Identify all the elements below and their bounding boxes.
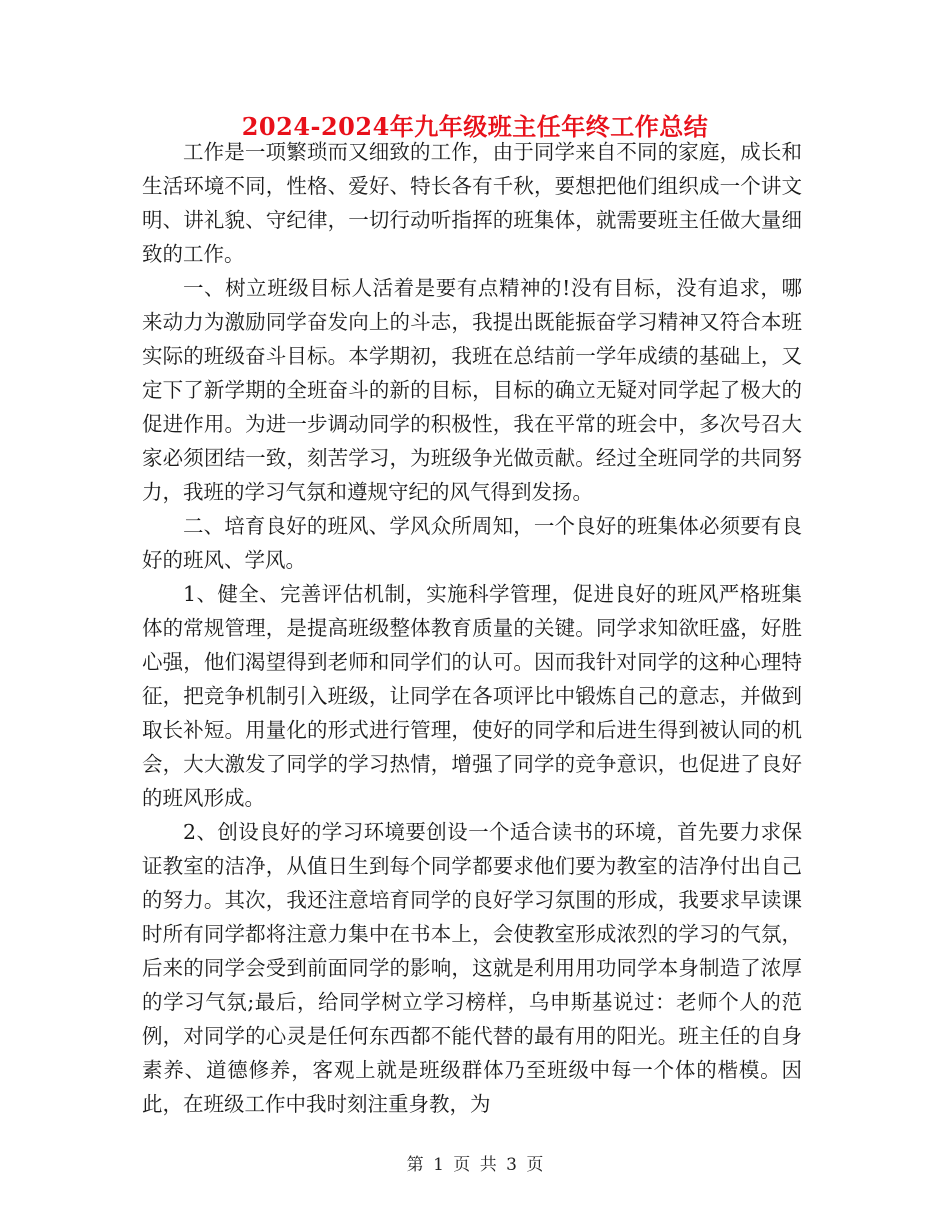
paragraph-intro: 工作是一项繁琐而又细致的工作，由于同学来自不同的家庭，成长和生活环境不同，性格、爱好、特长各有千秋，要想把他们组织成一个讲文明、讲礼貌、守纪律，一切行动听指挥的班集体，就需要班主任做大量细致的工作。	[142, 140, 802, 266]
paragraph-item-2: 2、创设良好的学习环境要创设一个适合读书的环境，首先要力求保证教室的洁净，从值日生到每个同学都要求他们要为教室的洁净付出自己的努力。其次，我还注意培育同学的良好学习氛围的形成，我要求早读课时所有同学都将注意力集中在书本上，会使教室形成浓烈的学习的气氛，后来的同学会受到前面同学的影响，这就是利用用功同学本身制造了浓厚的学习气氛;最后，给同学树立学习榜样，乌申斯基说过：老师个人的范例，对同学的心灵是任何东西都不能代替的最有用的阳光。班主任的自身素养、道德修养，客观上就是班级群体乃至班级中每一个体的楷模。因此，在班级工作中我时刻注重身教，为	[142, 820, 802, 1116]
document-title: 2024-2024年九年级班主任年终工作总结	[241, 112, 709, 141]
paragraph-item-1: 1、健全、完善评估机制，实施科学管理，促进良好的班风严格班集体的常规管理，是提高班级整体教育质量的关键。同学求知欲旺盛，好胜心强，他们渴望得到老师和同学们的认可。因而我针对同学的这种心理特征，把竞争机制引入班级，让同学在各项评比中锻炼自己的意志，并做到取长补短。用量化的形式进行管理，使好的同学和后进生得到被认同的机会，大大激发了同学的学习热情，增强了同学的竞争意识，也促进了良好的班风形成。	[142, 582, 802, 810]
document-body	[142, 135, 802, 1121]
page-number-footer: 第 1 页 共 3 页	[406, 1155, 544, 1175]
paragraph-section-2: 二、培育良好的班风、学风众所周知，一个良好的班集体必须要有良好的班风、学风。	[142, 514, 802, 572]
paragraph-section-1: 一、树立班级目标人活着是要有点精神的!没有目标，没有追求，哪来动力为激励同学奋发向上的斗志，我提出既能振奋学习精神又符合本班实际的班级奋斗目标。本学期初，我班在总结前一学年成绩的基础上，又定下了新学期的全班奋斗的新的目标，目标的确立无疑对同学起了极大的促进作用。为进一步调动同学的积极性，我在平常的班会中，多次号召大家必须团结一致，刻苦学习，为班级争光做贡献。经过全班同学的共同努力，我班的学习气氛和遵规守纪的风气得到发扬。	[142, 276, 802, 504]
